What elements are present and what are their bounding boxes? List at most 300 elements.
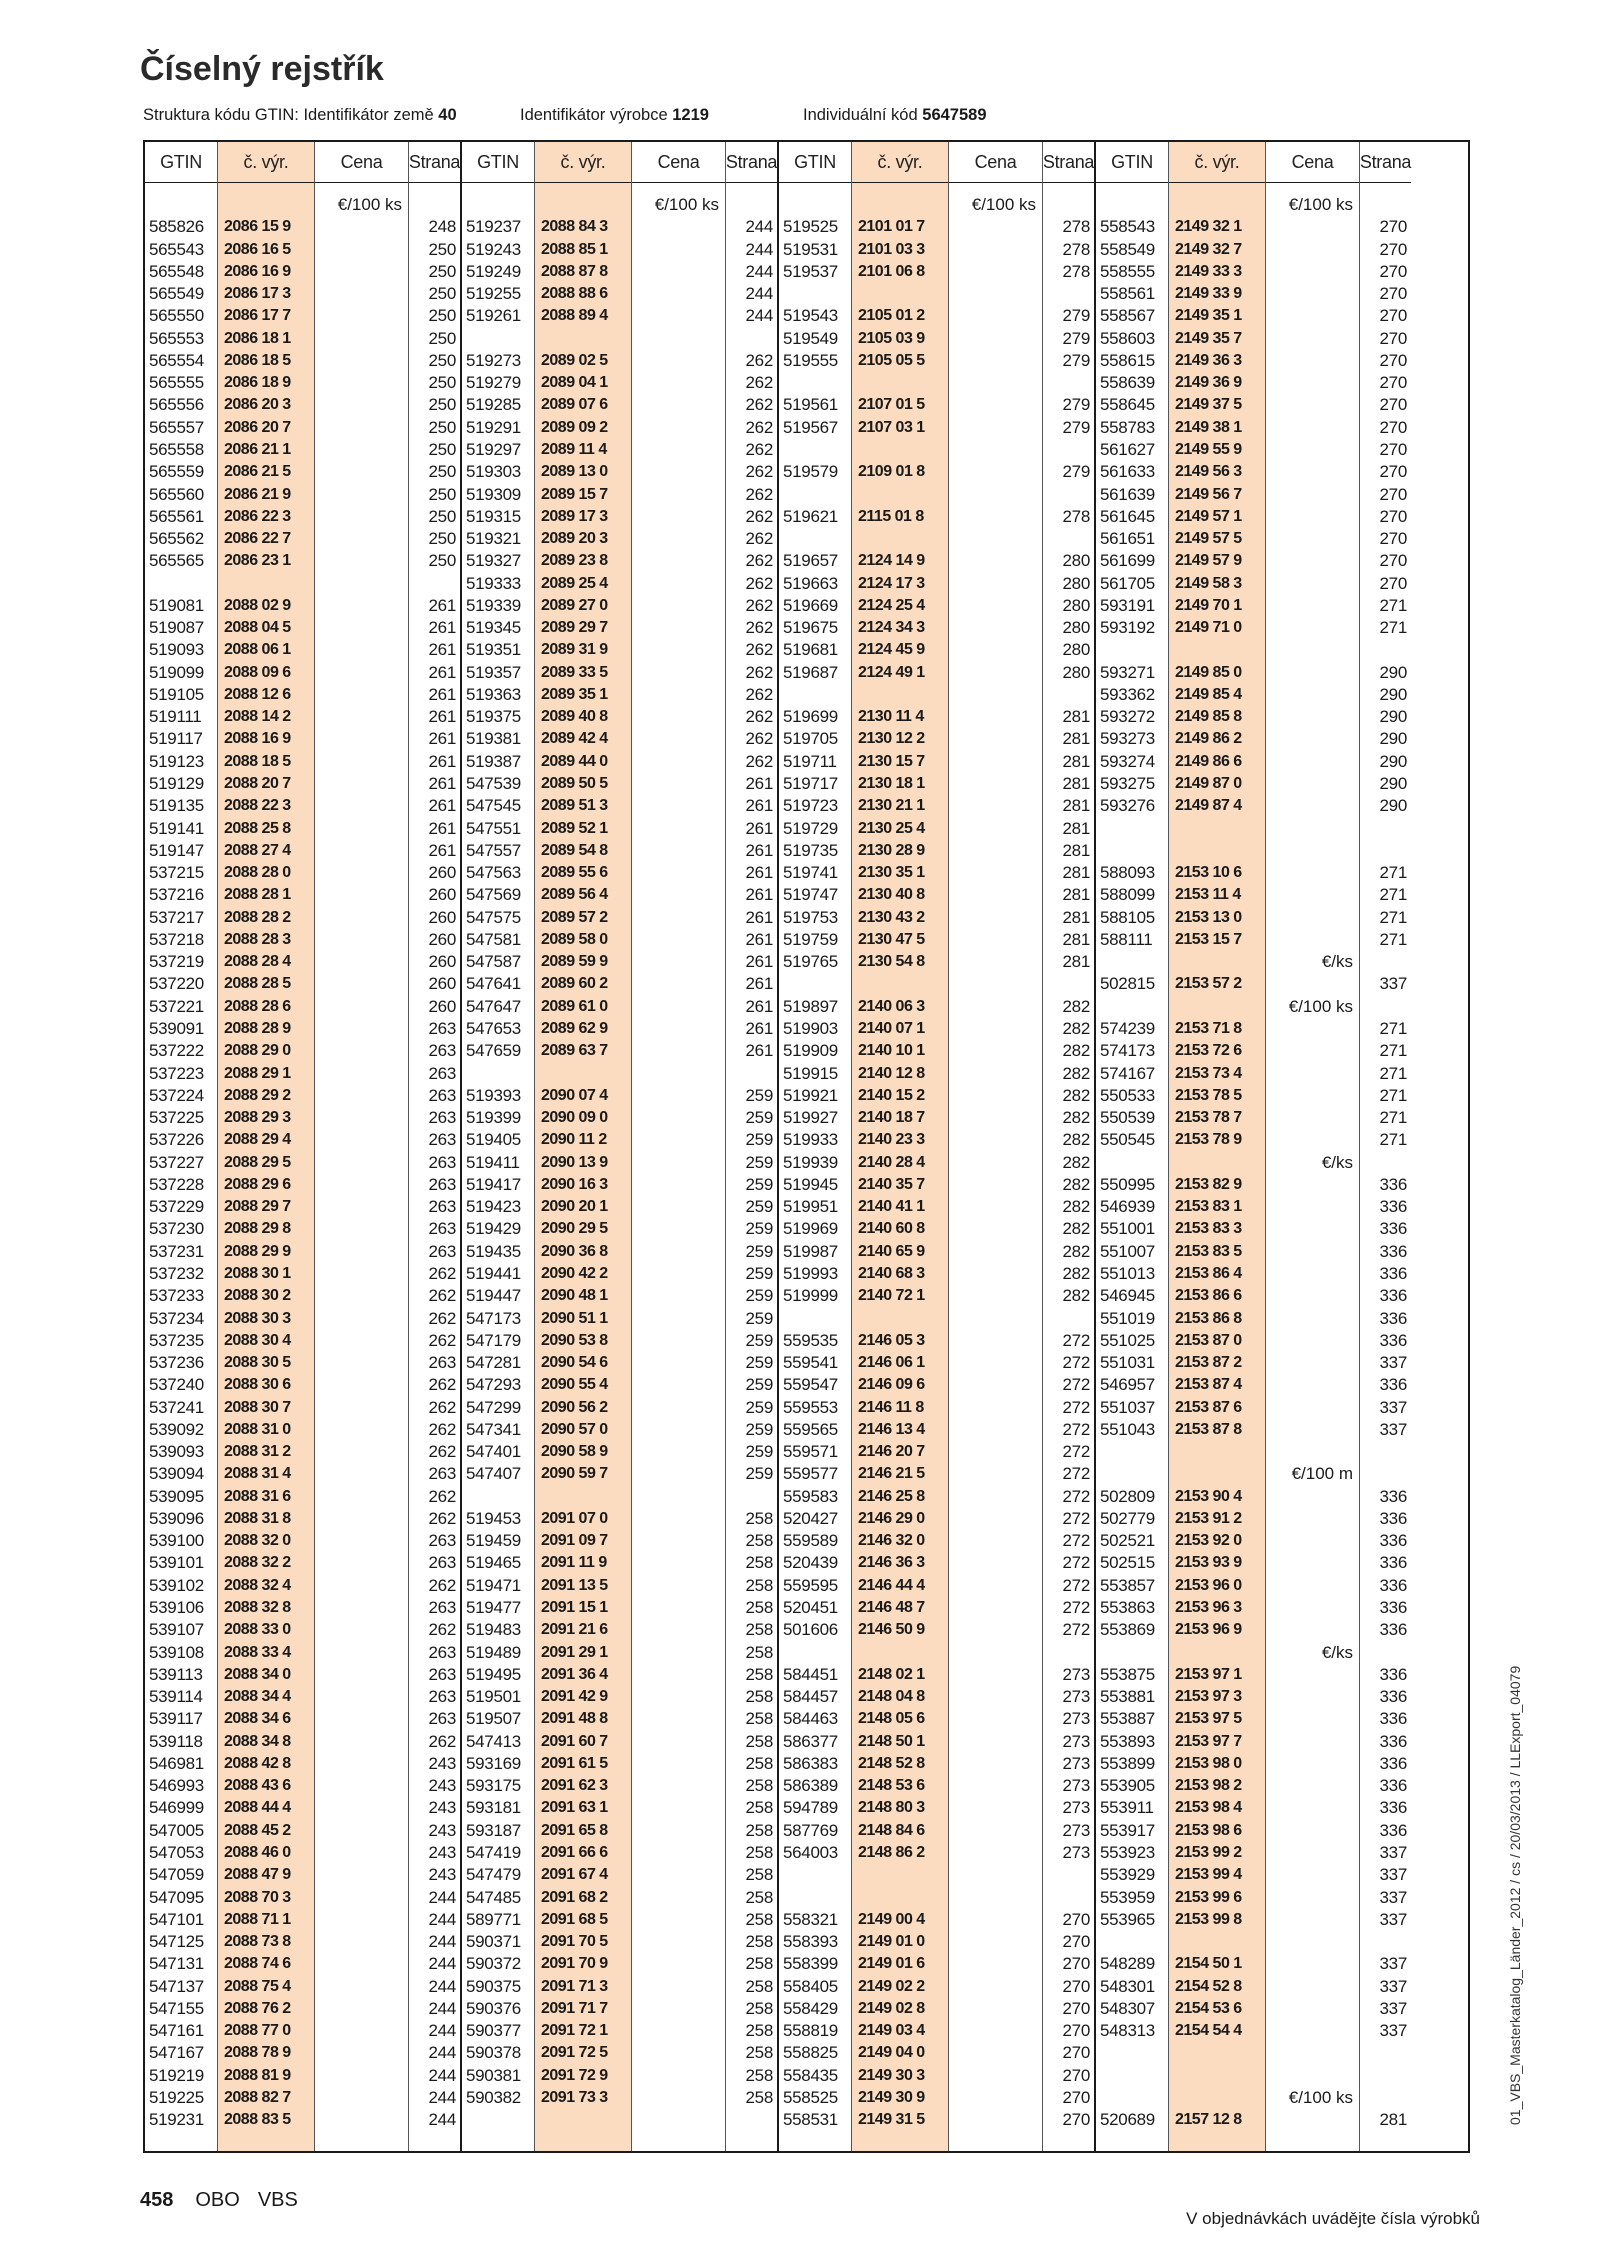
page-ref: 258 [745,1776,773,1796]
column-header-gtin: GTIN [145,142,217,183]
page-ref: 261 [428,707,456,727]
product-number: 2130 25 4 [858,819,925,837]
gtin-code: 537231 [149,1241,204,1261]
product-number: 2148 84 6 [858,1821,925,1839]
product-number: 2089 25 4 [541,574,608,592]
page-ref: 262 [428,1397,456,1417]
product-number: 2130 54 8 [858,953,925,971]
gtin-code: 519759 [783,929,838,949]
gtin-code: 519321 [466,529,521,549]
product-number: 2140 07 1 [858,1019,925,1037]
product-number: 2088 83 5 [224,2111,291,2129]
gtin-code: 519705 [783,729,838,749]
gtin-code: 519915 [783,1063,838,1083]
gtin-code: 553899 [1100,1753,1155,1773]
page-ref: 259 [745,1197,773,1217]
product-number: 2149 30 9 [858,2088,925,2106]
page-ref: 258 [745,1954,773,1974]
product-number: 2091 13 5 [541,1576,608,1594]
product-number: 2149 36 3 [1175,351,1242,369]
product-number: 2089 27 0 [541,596,608,614]
page-ref: 258 [745,1531,773,1551]
product-number: 2090 09 0 [541,1109,608,1127]
product-number: 2157 12 8 [1175,2111,1242,2129]
gtin-code: 565558 [149,439,204,459]
product-number: 2088 34 0 [224,1665,291,1683]
gtin-code: 547479 [466,1865,521,1885]
page-ref: 270 [1379,217,1407,237]
product-number: 2149 36 9 [1175,374,1242,392]
product-number: 2130 47 5 [858,930,925,948]
gtin-code: 539092 [149,1419,204,1439]
page-ref: 280 [1062,618,1090,638]
product-number: 2153 57 2 [1175,975,1242,993]
page-ref: 290 [1379,684,1407,704]
gtin-code: 559565 [783,1419,838,1439]
product-number: 2090 51 1 [541,1309,608,1327]
page-ref: 270 [1379,529,1407,549]
page-ref: 336 [1379,1598,1407,1617]
page-ref: 278 [1062,506,1090,526]
page-ref: 336 [1379,1241,1407,1261]
gtin-code: 588099 [1100,885,1155,905]
product-number: 2089 54 8 [541,841,608,859]
column-gtin [779,142,851,2151]
product-number: 2101 06 8 [858,262,925,280]
page-ref: 336 [1379,1776,1407,1796]
product-number: 2146 36 3 [858,1554,925,1572]
product-number: 2088 28 9 [224,1019,291,1037]
product-number: 2088 14 2 [224,708,291,726]
gtin-code: 594789 [783,1798,838,1818]
product-number: 2153 87 0 [1175,1331,1242,1349]
page-ref: 260 [428,929,456,949]
page-ref: 270 [1062,1909,1090,1929]
product-number: 2086 21 5 [224,463,291,481]
page-ref: 259 [745,1375,773,1395]
gtin-code: 565553 [149,328,204,348]
product-number: 2088 74 6 [224,1955,291,1973]
gtin-code: 587769 [783,1820,838,1840]
page-ref: 263 [428,1108,456,1128]
product-number: 2086 21 9 [224,485,291,503]
column-header-strana: Strana [409,142,460,183]
page-ref: 263 [428,1063,456,1083]
page-ref: 261 [428,684,456,704]
page-ref: 258 [745,2065,773,2085]
page-ref: 273 [1062,1709,1090,1729]
page-ref: 271 [1379,1085,1407,1105]
gtin-code: 519531 [783,239,838,259]
gtin-code: 553863 [1100,1598,1155,1617]
gtin-code: 553959 [1100,1887,1155,1907]
product-number: 2149 57 5 [1175,530,1242,548]
product-number: 2088 28 6 [224,997,291,1015]
gtin-code: 547053 [149,1842,204,1862]
gtin-code: 561627 [1100,439,1155,459]
gtin-code: 584457 [783,1687,838,1707]
product-number: 2091 70 9 [541,1955,608,1973]
column-cena [948,142,1042,2151]
product-number: 2088 30 4 [224,1331,291,1349]
page-ref: 336 [1379,1798,1407,1818]
page-ref: 259 [745,1308,773,1328]
gtin-code: 593169 [466,1753,521,1773]
gtin-code: 519111 [149,707,202,727]
gtin-code: 565561 [149,506,204,526]
gtin-code: 537220 [149,974,204,994]
page-ref: 282 [1062,1174,1090,1194]
product-number: 2153 73 4 [1175,1064,1242,1082]
product-number: 2153 15 7 [1175,930,1242,948]
product-number: 2149 32 7 [1175,240,1242,258]
gtin-code: 589771 [466,1909,521,1929]
gtin-code: 553857 [1100,1575,1155,1595]
page-ref: 258 [745,2021,773,2041]
gtin-code: 590377 [466,2021,521,2041]
product-number: 2088 84 3 [541,218,608,236]
column-header-cv: č. výr. [535,142,631,183]
gtin-code: 519549 [783,328,838,348]
gtin-code: 588093 [1100,863,1155,883]
gtin-code: 519465 [466,1553,521,1573]
gtin-code: 547131 [149,1954,204,1974]
page-ref: 336 [1379,1197,1407,1217]
product-number: 2140 41 1 [858,1198,925,1216]
gtin-code: 537241 [149,1397,204,1417]
page-ref: 279 [1062,306,1090,326]
gtin-code: 586389 [783,1776,838,1796]
product-number: 2153 99 6 [1175,1888,1242,1906]
product-number: 2107 01 5 [858,396,925,414]
product-number: 2153 78 7 [1175,1109,1242,1127]
product-number: 2090 07 4 [541,1086,608,1104]
product-number: 2089 20 3 [541,530,608,548]
page-ref: 258 [745,1731,773,1751]
product-number: 2149 37 5 [1175,396,1242,414]
product-number: 2153 98 6 [1175,1821,1242,1839]
page-ref: 263 [428,1018,456,1038]
product-number: 2088 28 5 [224,975,291,993]
product-number: 2140 35 7 [858,1175,925,1193]
product-number: 2146 11 8 [858,1398,924,1416]
gtin-code: 553923 [1100,1842,1155,1862]
gtin-code: 519411 [466,1152,520,1172]
gtin-code: 519135 [149,796,204,816]
product-number: 2115 01 8 [858,507,924,525]
page-ref: 250 [428,261,456,281]
product-number: 2088 31 8 [224,1509,291,1527]
product-number: 2148 52 8 [858,1754,925,1772]
page-ref: 263 [428,1464,456,1484]
gtin-code: 519387 [466,751,521,771]
page-ref: 258 [745,1976,773,1996]
page-ref: 270 [1062,1976,1090,1996]
gtin-code: 550545 [1100,1130,1155,1150]
gtin-code: 519255 [466,284,521,304]
product-number: 2140 23 3 [858,1131,925,1149]
product-number: 2086 16 9 [224,262,291,280]
page-ref: 260 [428,885,456,905]
gtin-code: 551001 [1100,1219,1155,1239]
gtin-code: 547281 [466,1353,521,1373]
gtin-code: 565560 [149,484,204,504]
product-number: 2107 03 1 [858,418,925,436]
page-ref: 244 [428,1998,456,2018]
column-gtin [145,142,217,2151]
gtin-code: 519339 [466,595,521,615]
page-ref: 243 [428,1820,456,1840]
page-ref: 261 [745,996,773,1016]
product-number: 2140 18 7 [858,1109,925,1127]
gtin-code: 558615 [1100,350,1155,370]
gtin-code: 546999 [149,1798,204,1818]
page-ref: 258 [745,1598,773,1617]
page-ref: 273 [1062,1776,1090,1796]
product-number: 2153 71 8 [1175,1019,1242,1037]
gtin-code: 553881 [1100,1687,1155,1707]
page-ref: 263 [428,1174,456,1194]
gtin-code: 519675 [783,618,838,638]
page-ref: 250 [428,417,456,437]
product-number: 2146 05 3 [858,1331,925,1349]
gtin-code: 565554 [149,350,204,370]
product-number: 2149 01 6 [858,1955,925,1973]
product-number: 2090 56 2 [541,1398,608,1416]
page-ref: 337 [1379,1954,1407,1974]
gtin-code: 565556 [149,395,204,415]
page-ref: 270 [1379,439,1407,459]
page-ref: 270 [1379,395,1407,415]
gtin-code: 547659 [466,1041,521,1061]
product-number: 2109 01 8 [858,463,925,481]
gtin-code: 537230 [149,1219,204,1239]
gtin-code: 547557 [466,840,521,860]
page-ref: 262 [745,618,773,638]
product-number: 2146 21 5 [858,1465,925,1483]
page-ref: 258 [745,1865,773,1885]
product-number: 2153 98 4 [1175,1799,1242,1817]
gtin-code: 519999 [783,1286,838,1306]
page-ref: 271 [1379,1108,1407,1128]
gtin-code: 537224 [149,1085,204,1105]
gtin-code: 561645 [1100,506,1155,526]
page-ref: 337 [1379,1998,1407,2018]
column-cena [631,142,725,2151]
product-number: 2140 65 9 [858,1242,925,1260]
column-header-cv: č. výr. [1169,142,1265,183]
page-ref: 337 [1379,1887,1407,1907]
gtin-code: 519669 [783,595,838,615]
gtin-code: 550533 [1100,1085,1155,1105]
product-number: 2088 27 4 [224,841,291,859]
gtin-code: 502515 [1100,1553,1155,1573]
gtin-code: 546945 [1100,1286,1155,1306]
product-number: 2153 92 0 [1175,1532,1242,1550]
gtin-code: 561633 [1100,462,1155,482]
product-number: 2153 97 5 [1175,1710,1242,1728]
page-ref: 261 [745,929,773,949]
product-number: 2105 01 2 [858,307,925,325]
gtin-code: 519105 [149,684,204,704]
gtin-code: 547581 [466,929,521,949]
page-ref: 282 [1062,1197,1090,1217]
product-number: 2149 56 3 [1175,463,1242,481]
gtin-individual: Individuální kód 5647589 [803,106,987,124]
page-ref: 336 [1379,1219,1407,1239]
gtin-code: 519429 [466,1219,521,1239]
product-number: 2091 67 4 [541,1866,608,1884]
page-ref: 258 [745,1932,773,1952]
page-ref: 259 [745,1286,773,1306]
gtin-code: 559541 [783,1353,838,1373]
page-title: Číselný rejstřík [140,50,384,88]
gtin-code: 519753 [783,907,838,927]
gtin-code: 519279 [466,373,521,393]
page-ref: 263 [428,1085,456,1105]
product-number: 2091 15 1 [541,1599,608,1616]
page-ref: 262 [745,462,773,482]
page-ref: 270 [1062,1932,1090,1952]
page-ref: 263 [428,1598,456,1617]
product-number: 2088 34 8 [224,1732,291,1750]
page-ref: 280 [1062,640,1090,660]
gtin-code: 574239 [1100,1018,1155,1038]
page-ref: 260 [428,952,456,972]
gtin-code: 519405 [466,1130,521,1150]
gtin-code: 558429 [783,1998,838,2018]
column-cv [534,142,631,2151]
page-ref: 336 [1379,1753,1407,1773]
product-number: 2089 44 0 [541,752,608,770]
page-ref: 263 [428,1353,456,1373]
page-ref: 282 [1062,1063,1090,1083]
gtin-code: 537240 [149,1375,204,1395]
page-ref: 262 [745,640,773,660]
page-ref: 282 [1062,1241,1090,1261]
product-number: 2105 03 9 [858,329,925,347]
product-number: 2088 28 1 [224,886,291,904]
page-ref: 262 [428,1508,456,1528]
product-number: 2153 90 4 [1175,1487,1242,1505]
gtin-code: 519507 [466,1709,521,1729]
gtin-code: 565562 [149,529,204,549]
product-number: 2088 46 0 [224,1843,291,1861]
page-ref: 272 [1062,1575,1090,1595]
page-ref: 281 [1062,952,1090,972]
gtin-code: 537236 [149,1353,204,1373]
gtin-code: 519921 [783,1085,838,1105]
gtin-code: 548313 [1100,2021,1155,2041]
gtin-code: 519993 [783,1263,838,1283]
product-number: 2089 31 9 [541,641,608,659]
column-header-gtin: GTIN [462,142,534,183]
page-ref: 244 [428,1932,456,1952]
gtin-code: 537235 [149,1330,204,1350]
page-ref: 263 [428,1152,456,1172]
product-number: 2149 57 1 [1175,507,1242,525]
gtin-code: 547539 [466,774,521,794]
page-ref: 282 [1062,1041,1090,1061]
page-ref: 290 [1379,751,1407,771]
column-header-cena: Cena [1266,142,1359,183]
page-ref: 243 [428,1865,456,1885]
gtin-code: 537225 [149,1108,204,1128]
page-ref: 290 [1379,796,1407,816]
product-number: 2153 96 0 [1175,1576,1242,1594]
gtin-code: 519927 [783,1108,838,1128]
product-number: 2088 28 0 [224,864,291,882]
page-ref: 271 [1379,1018,1407,1038]
product-number: 2089 51 3 [541,797,608,815]
product-number: 2086 23 1 [224,552,291,570]
product-number: 2089 40 8 [541,708,608,726]
gtin-code: 584463 [783,1709,838,1729]
gtin-code: 547653 [466,1018,521,1038]
page-ref: 261 [428,840,456,860]
product-number: 2153 98 0 [1175,1754,1242,1772]
gtin-code: 586383 [783,1753,838,1773]
page-ref: 270 [1379,239,1407,259]
page-ref: 279 [1062,350,1090,370]
gtin-code: 519495 [466,1664,521,1684]
gtin-code: 590378 [466,2043,521,2063]
product-number: 2149 87 4 [1175,797,1242,815]
page-ref: 261 [745,1041,773,1061]
page-ref: 290 [1379,707,1407,727]
product-number: 2086 18 1 [224,329,291,347]
page-ref: 262 [428,1486,456,1506]
page-ref: 244 [428,1887,456,1907]
page-ref: 281 [1062,796,1090,816]
page-ref: 279 [1062,395,1090,415]
product-number: 2149 56 7 [1175,485,1242,503]
gtin-code: 559583 [783,1486,838,1506]
gtin-code: 519711 [783,751,837,771]
product-number: 2088 44 4 [224,1799,291,1817]
gtin-code: 558555 [1100,261,1155,281]
gtin-code: 546957 [1100,1375,1155,1395]
product-number: 2089 33 5 [541,663,608,681]
product-number: 2149 01 0 [858,1933,925,1951]
gtin-code: 547413 [466,1731,521,1751]
gtin-code: 547155 [149,1998,204,2018]
product-number: 2091 70 5 [541,1933,608,1951]
product-number: 2153 78 5 [1175,1086,1242,1104]
gtin-code: 519897 [783,996,838,1016]
page-ref: 271 [1379,1063,1407,1083]
gtin-code: 565549 [149,284,204,304]
product-number: 2088 29 4 [224,1131,291,1149]
product-number: 2124 17 3 [858,574,925,592]
product-number: 2149 33 9 [1175,285,1242,303]
product-number: 2088 30 6 [224,1376,291,1394]
column-header-cv: č. výr. [852,142,948,183]
product-number: 2088 88 6 [541,285,608,303]
product-number: 2146 20 7 [858,1443,925,1461]
gtin-code: 551025 [1100,1330,1155,1350]
page-ref: 262 [428,1419,456,1439]
product-number: 2130 18 1 [858,775,925,793]
product-number: 2101 01 7 [858,218,925,236]
gtin-code: 558819 [783,2021,838,2041]
product-number: 2088 32 4 [224,1576,291,1594]
product-number: 2130 12 2 [858,730,925,748]
product-number: 2153 96 3 [1175,1599,1242,1616]
page-ref: 270 [1062,1998,1090,2018]
page-ref: 259 [745,1353,773,1373]
product-number: 2153 99 8 [1175,1910,1242,1928]
